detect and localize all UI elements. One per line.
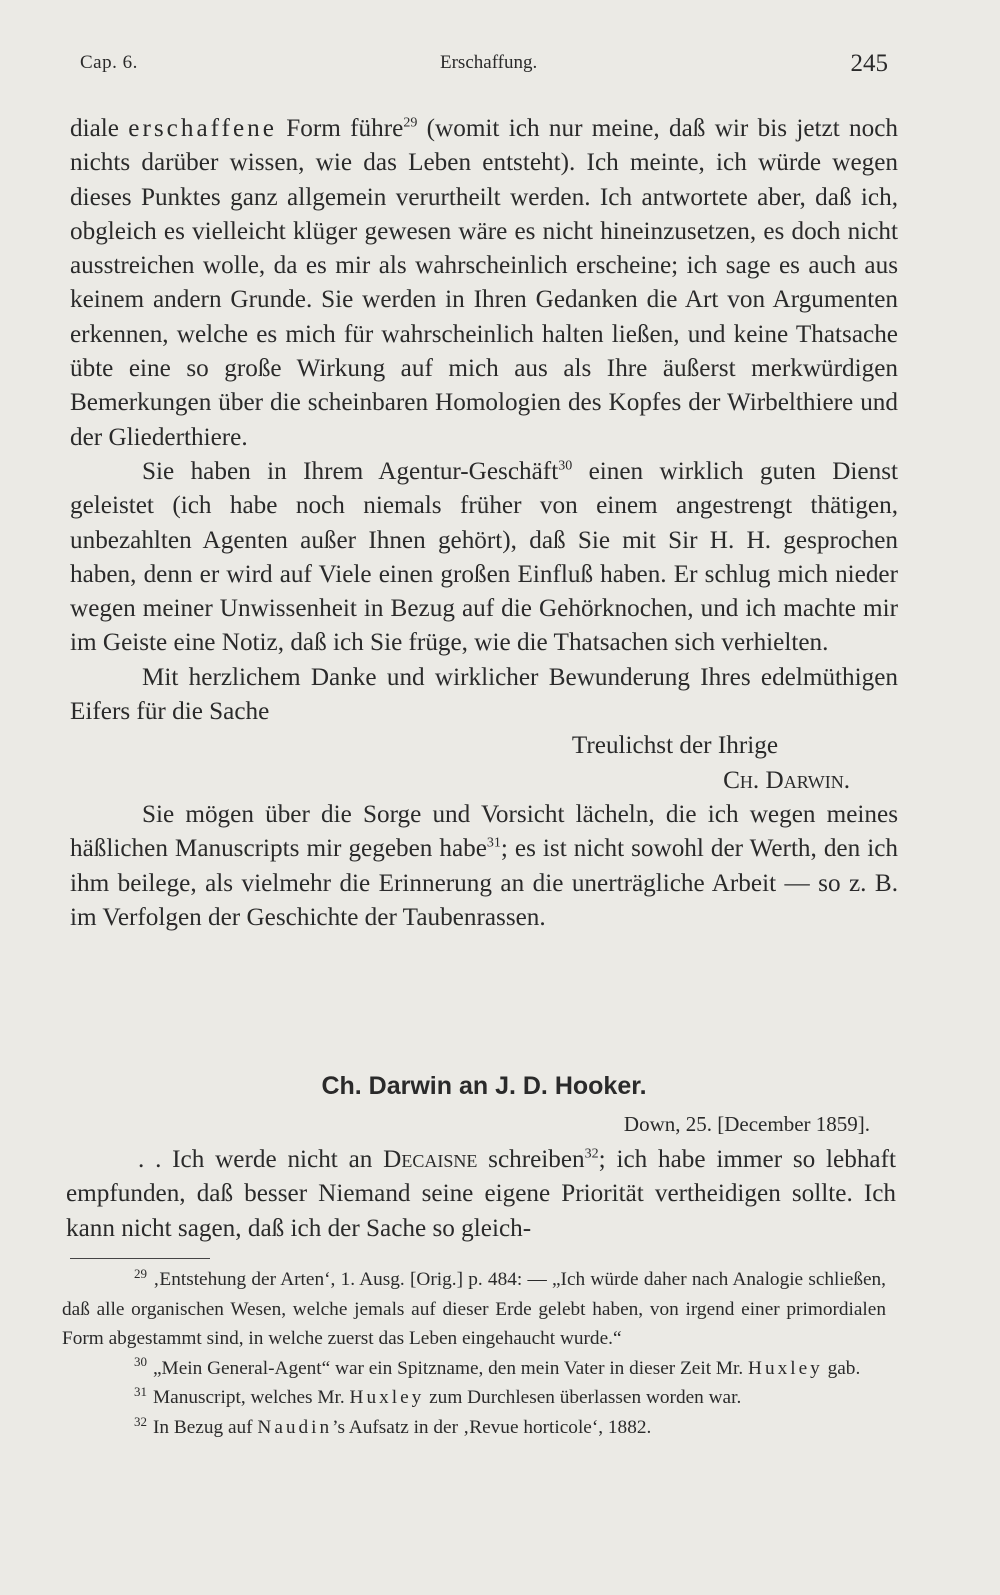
section-title: Erschaffung.	[440, 52, 538, 73]
footnote-ref: 30	[558, 458, 573, 474]
person-name: Decaisne	[383, 1146, 478, 1173]
person-name: Naudin	[257, 1416, 333, 1438]
footnote: $^{31}$ Manuscript, welches Mr. Huxley zum Durchlesen überlassen worden war.	[134, 1383, 742, 1409]
paragraph: Mit herzlichem Danke und wirklicher Bewunderung Ihres edelmüthigen Eifers für die Sache	[70, 663, 898, 726]
person-name: Huxley	[349, 1387, 425, 1409]
letter-closing: Treulichst der Ihrige	[571, 732, 778, 760]
letter-signature: Ch. Darwin.	[723, 766, 850, 794]
footnote-divider	[70, 1258, 210, 1259]
letter-text	[66, 1143, 896, 1246]
letter-date: Down, 25. [December 1859].	[623, 1112, 870, 1136]
footnotes	[62, 1265, 886, 1443]
paragraph: . . Ich werde nicht an Decaisne schreiben$^{32}$; ich habe immer so lebhaft empfunden, daß besser Niemand seine eigene Priorität vertheidigen sollte. Ich kann nicht sagen, daß ich der Sache so gleich-	[66, 1146, 896, 1242]
footnote-number: 31	[134, 1383, 147, 1399]
running-head	[80, 52, 900, 82]
footnote-number: 32	[134, 1413, 147, 1429]
paragraph: Sie haben in Ihrem Agentur-Geschäft$^{30}$ einen wirklich guten Dienst geleistet (ich habe noch niemals früher von einem angestrengt thätigen, unbezahlten Agenten außer Ihnen gehört), daß Sie mit Sir H. H. gesprochen haben, denn er wird auf Viele einen großen Einfluß haben. Er schlug mich nieder wegen meiner Unwissenheit in Bezug auf die Gehörknochen, und ich machte mir im Geiste eine Notiz, daß ich Sie früge, wie die Thatsachen sich verhielten.	[70, 457, 898, 657]
footnote: $^{32}$ In Bezug auf Naudin’s Aufsatz in der ‚Revue horticole‘, 1882.	[134, 1413, 652, 1438]
footnote-ref: 32	[584, 1146, 599, 1162]
page-number: 245	[850, 50, 888, 77]
person-name: Huxley	[748, 1357, 823, 1379]
footnote-ref: 31	[486, 835, 501, 851]
footnote-number: 30	[134, 1354, 147, 1370]
chapter-label: Cap. 6.	[80, 52, 138, 73]
paragraph: Sie mögen über die Sorge und Vorsicht lächeln, die ich wegen meines häßlichen Manuscripts mir gegeben habe$^{31}$; es ist nicht sowohl der Werth, den ich ihm beilege, als vielmehr die Erinnerung an die unerträgliche Arbeit — so z. B. im Verfolgen der Geschichte der Taubenrassen.	[70, 800, 898, 931]
emphasized-word: erschaffene	[128, 115, 277, 142]
main-text	[70, 112, 898, 935]
letter-heading: Ch. Darwin an J. D. Hooker.	[321, 1072, 647, 1100]
footnote-ref: 29	[403, 115, 418, 131]
footnote: $^{30}$ „Mein General-Agent“ war ein Spitzname, den mein Vater in dieser Zeit Mr. Huxley gab.	[134, 1354, 861, 1379]
footnote-number: 29	[134, 1265, 147, 1281]
footnote: $^{29}$ ‚Entstehung der Arten‘, 1. Ausg. [Orig.] p. 484: — „Ich würde daher nach Analogie schließen, daß alle organischen Wesen, welche jemals auf dieser Erde gelebt haben, von irgend einer primordialen Form abgestammt sind, in welche zuerst das Leben eingehaucht wurde.“	[62, 1265, 886, 1350]
paragraph: diale erschaffene Form führe$^{29}$ (womit ich nur meine, daß wir bis jetzt noch nichts darüber wissen, wie das Leben entsteht). Ich meinte, ich würde wegen dieses Punktes ganz allgemein verurtheilt werden. Ich antwortete aber, daß ich, obgleich es vielleicht klüger gewesen wäre es nicht hineinzusetzen, es doch nicht ausstreichen wolle, da es mir als wahrscheinlich erscheine; ich sage es auch aus keinem andern Grunde. Sie werden in Ihren Gedanken die Art von Argumenten erkennen, welche es mich für wahrscheinlich halten ließen, und keine Thatsache übte eine so große Wirkung auf mich aus als Ihre äußerst merkwürdigen Bemerkungen über die scheinbaren Homologien des Kopfes der Wirbelthiere und der Gliederthiere.	[70, 115, 899, 451]
